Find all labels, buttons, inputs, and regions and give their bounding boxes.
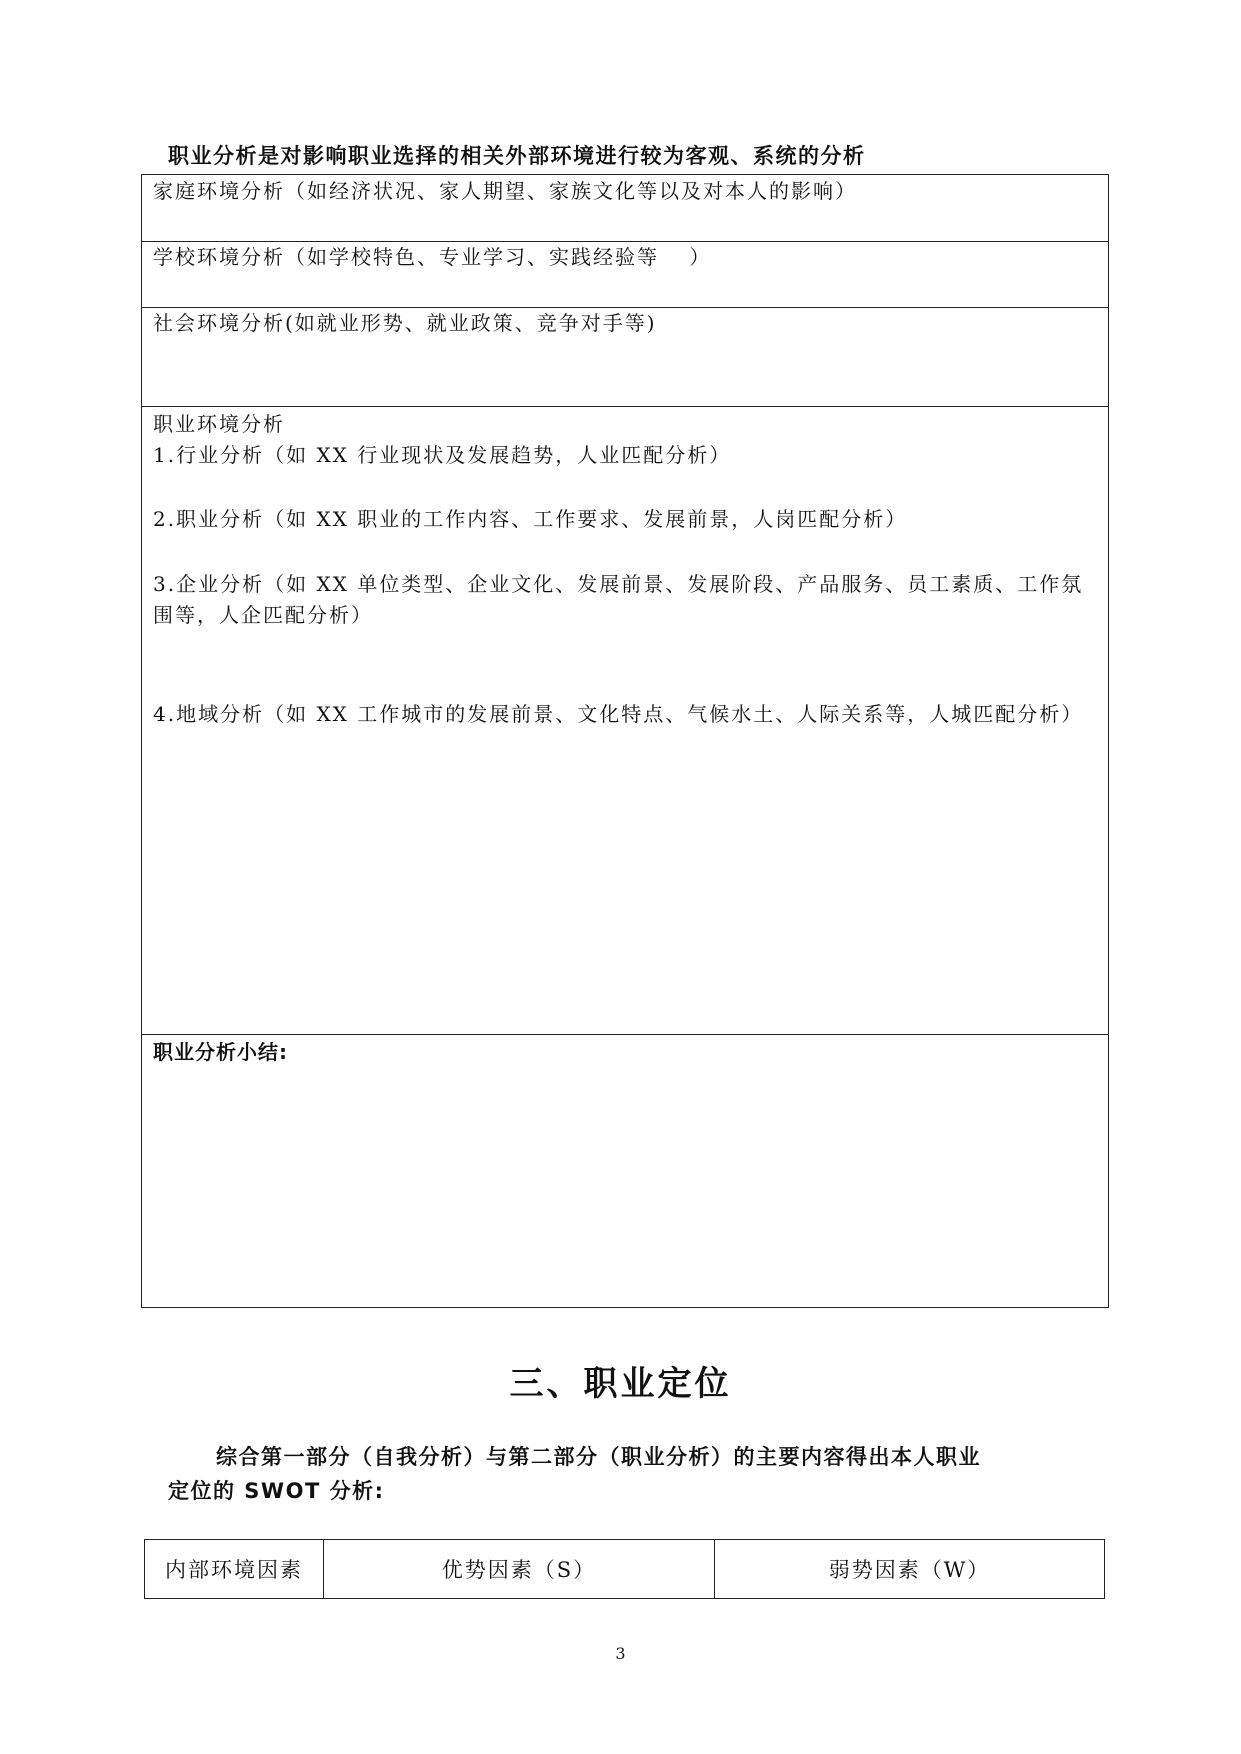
school-environment-row (142, 241, 1108, 307)
page-number: 3 (615, 1644, 626, 1663)
region-analysis-item: 4.地域分析（如 XX 工作城市的发展前景、文化特点、气候水土、人际关系等，人城匹配分析） (153, 702, 1084, 726)
career-environment-row (142, 406, 1108, 1034)
career-analysis-table (141, 174, 1109, 1308)
intro-heading: 职业分析是对影响职业选择的相关外部环境进行较为客观、系统的分析 (168, 144, 866, 168)
career-summary-label: 职业分析小结: (153, 1040, 288, 1064)
career-summary-row (142, 1034, 1108, 1307)
weaknesses-cell: 弱势因素（W） (714, 1540, 1104, 1598)
internal-factors-cell: 内部环境因素 (165, 1558, 303, 1582)
industry-analysis-item: 1.行业分析（如 XX 行业现状及发展趋势，人业匹配分析） (153, 443, 732, 467)
enterprise-analysis-item: 3.企业分析（如 XX 单位类型、企业文化、发展前景、发展阶段、产品服务、员工素质、工作氛围等，人企匹配分析） (153, 572, 1084, 627)
society-environment-row (142, 307, 1108, 406)
family-environment-label: 家庭环境分析（如经济状况、家人期望、家族文化等以及对本人的影响） (153, 179, 857, 203)
school-environment-label: 学校环境分析（如学校特色、专业学习、实践经验等 ） (153, 245, 712, 269)
swot-intro-text (168, 1440, 1088, 1508)
society-environment-label: 社会环境分析(如就业形势、就业政策、竞争对手等) (153, 311, 657, 335)
section-heading: 三、职业定位 (509, 1364, 732, 1404)
swot-intro-line-2: 定位的 SWOT 分析: (168, 1479, 385, 1503)
family-environment-row (142, 175, 1108, 241)
swot-intro-line-1: 综合第一部分（自我分析）与第二部分（职业分析）的主要内容得出本人职业 (216, 1445, 981, 1469)
career-environment-title: 职业环境分析 (153, 412, 285, 436)
strengths-cell: 优势因素（S） (323, 1540, 714, 1598)
swot-table (144, 1539, 1105, 1599)
occupation-analysis-item: 2.职业分析（如 XX 职业的工作内容、工作要求、发展前景，人岗匹配分析） (153, 507, 908, 531)
